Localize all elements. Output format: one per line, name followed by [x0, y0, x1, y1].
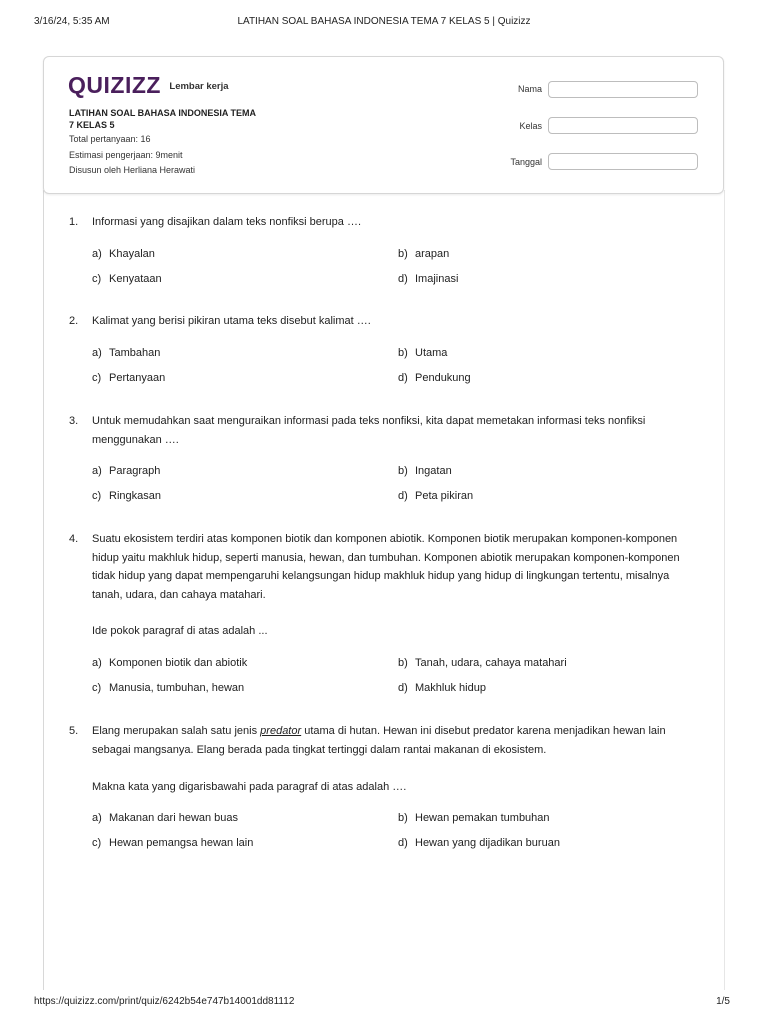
option-d — [398, 682, 486, 694]
class-label: Kelas — [519, 121, 542, 131]
quiz-title-line-2: 7 KELAS 5 — [69, 120, 115, 130]
option-text: Makhluk hidup — [415, 682, 486, 694]
question-prompt: Makna kata yang digarisbawahi pada paragraf di atas adalah …. — [92, 781, 407, 793]
option-d — [398, 837, 560, 849]
option-text: Hewan pemakan tumbuhan — [415, 812, 550, 824]
option-text: Manusia, tumbuhan, hewan — [109, 682, 245, 694]
question-text-line: tidak hidup yang dapat mempengaruhi kelangsungan hidup makhluk hidup yang hidup di lingkungan tertentu, misalnya — [92, 570, 670, 582]
option-text: Komponen biotik dan abiotik — [109, 657, 248, 669]
option-text: Hewan yang dijadikan buruan — [415, 837, 560, 849]
option-text: Ingatan — [415, 465, 452, 477]
option-letter: a) — [92, 812, 102, 824]
option-letter: a) — [92, 657, 102, 669]
option-c — [92, 837, 253, 849]
worksheet-label: Lembar kerja — [169, 80, 229, 92]
option-letter: c) — [92, 273, 102, 285]
page-number: 1/5 — [716, 996, 730, 1007]
option-d — [398, 273, 458, 285]
option-letter: c) — [92, 372, 102, 384]
option-text: Tanah, udara, cahaya matahari — [415, 657, 567, 669]
print-header — [34, 16, 734, 30]
option-text: Pertanyaan — [109, 372, 166, 384]
print-page-title: LATIHAN SOAL BAHASA INDONESIA TEMA 7 KELAS 5 | Quizizz — [237, 16, 531, 27]
logo-wordmark: QUIZIZZ — [68, 72, 161, 98]
option-letter: c) — [92, 682, 102, 694]
class-field[interactable] — [548, 117, 698, 134]
quiz-title-line-1: LATIHAN SOAL BAHASA INDONESIA TEMA — [69, 108, 257, 118]
sheet-left-border — [43, 190, 44, 990]
total-questions: Total pertanyaan: 16 — [69, 134, 151, 144]
question-number: 3. — [69, 415, 79, 427]
option-letter: d) — [398, 490, 408, 502]
option-d — [398, 372, 471, 384]
option-text: Kenyataan — [109, 273, 162, 285]
option-text: Ringkasan — [109, 490, 161, 502]
option-c — [92, 273, 162, 285]
option-a — [92, 248, 155, 260]
question-text-line: menggunakan …. — [92, 434, 179, 446]
option-d — [398, 490, 473, 502]
option-c — [92, 682, 244, 694]
option-text: Paragraph — [109, 465, 161, 477]
question-text-line: tanah, udara, dan cahaya matahari. — [92, 589, 266, 601]
question-text-line: hidup yaitu makhluk hidup, seperti manusia, hewan, dan tumbuhan. Komponen abiotik merupakan komponen-komponen — [92, 552, 680, 564]
option-b — [398, 812, 550, 824]
option-a — [92, 465, 160, 477]
date-field[interactable] — [548, 153, 698, 170]
option-letter: c) — [92, 837, 102, 849]
option-text: Khayalan — [109, 248, 155, 260]
option-text: arapan — [415, 248, 450, 260]
question-text-segment: utama di hutan. Hewan ini disebut predator karena menjadikan hewan lain — [301, 725, 666, 737]
option-c — [92, 372, 165, 384]
option-text: Peta pikiran — [415, 490, 474, 502]
quizizz-logo — [68, 73, 229, 97]
sheet-right-border — [724, 190, 725, 990]
question-text: Informasi yang disajikan dalam teks nonfiksi berupa …. — [92, 216, 362, 228]
option-b — [398, 248, 449, 260]
option-text: Makanan dari hewan buas — [109, 812, 239, 824]
estimated-time: Estimasi pengerjaan: 9menit — [69, 150, 183, 160]
question-text-line — [92, 725, 707, 737]
option-b — [398, 465, 452, 477]
option-a — [92, 657, 247, 669]
question-text-line: sebagai mangsanya. Elang berada pada tingkat tertinggi dalam rantai makanan di ekosistem. — [92, 744, 547, 756]
option-letter: d) — [398, 837, 408, 849]
question-prompt: Ide pokok paragraf di atas adalah ... — [92, 625, 268, 637]
option-letter: b) — [398, 465, 408, 477]
print-footer — [34, 996, 734, 1010]
question-text-line: Untuk memudahkan saat menguraikan informasi pada teks nonfiksi, kita dapat memetakan informasi teks nonfiksi — [92, 415, 646, 427]
author: Disusun oleh Herliana Herawati — [69, 165, 196, 175]
option-letter: d) — [398, 273, 408, 285]
quiz-title — [69, 107, 299, 131]
underlined-word: predator — [260, 725, 302, 737]
question-number: 5. — [69, 725, 79, 737]
name-field[interactable] — [548, 81, 698, 98]
question-number: 2. — [69, 315, 79, 327]
option-text: Pendukung — [415, 372, 471, 384]
option-a — [92, 347, 160, 359]
print-url: https://quizizz.com/print/quiz/6242b54e747b14001dd81112 — [34, 996, 295, 1007]
option-c — [92, 490, 161, 502]
question-number: 1. — [69, 216, 79, 228]
worksheet-header-card — [43, 56, 724, 194]
option-letter: c) — [92, 490, 102, 502]
option-text: Imajinasi — [415, 273, 459, 285]
option-letter: d) — [398, 372, 408, 384]
date-label: Tanggal — [510, 157, 542, 167]
option-letter: a) — [92, 248, 102, 260]
question-text-line: Suatu ekosistem terdiri atas komponen biotik dan komponen abiotik. Komponen biotik merupakan komponen-komponen — [92, 533, 678, 545]
print-datetime: 3/16/24, 5:35 AM — [34, 16, 110, 27]
option-letter: a) — [92, 465, 102, 477]
question-number: 4. — [69, 533, 79, 545]
option-b — [398, 347, 447, 359]
option-a — [92, 812, 238, 824]
name-label: Nama — [517, 84, 542, 94]
option-letter: b) — [398, 347, 408, 359]
option-letter: d) — [398, 682, 408, 694]
option-letter: b) — [398, 657, 408, 669]
question-text: Kalimat yang berisi pikiran utama teks disebut kalimat …. — [92, 315, 371, 327]
option-text: Utama — [415, 347, 448, 359]
option-text: Hewan pemangsa hewan lain — [109, 837, 254, 849]
option-letter: b) — [398, 812, 408, 824]
option-letter: b) — [398, 248, 408, 260]
question-text-segment: Elang merupakan salah satu jenis — [92, 725, 261, 737]
option-b — [398, 657, 567, 669]
option-letter: a) — [92, 347, 102, 359]
option-text: Tambahan — [109, 347, 161, 359]
